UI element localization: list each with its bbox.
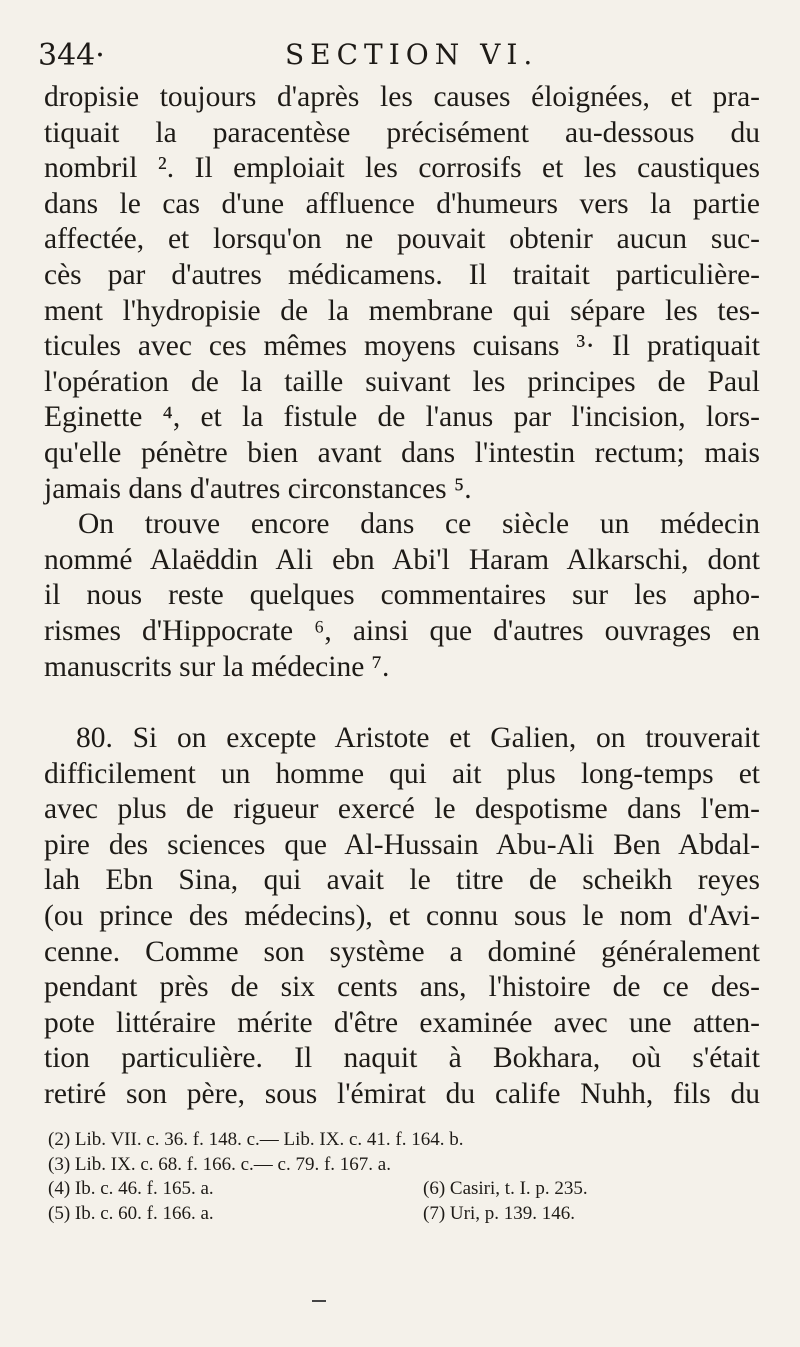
- text-line: manuscrits sur la médecine ⁷.: [44, 650, 390, 683]
- text-line: cenne. Comme son système a dominé généralement: [44, 935, 760, 968]
- paragraph-3: [44, 721, 760, 1113]
- text-line: affectée, et lorsqu'on ne pouvait obtenir aucun suc-: [44, 223, 760, 256]
- text-line: l'opération de la taille suivant les principes de Paul: [44, 365, 760, 398]
- footnotes: [48, 1128, 748, 1226]
- text-line: (ou prince des médecins), et connu sous le nom d'Avi-: [44, 900, 760, 933]
- paragraph-2: [44, 507, 760, 543]
- text-line: 80. Si on excepte Aristote et Galien, on trouverait: [76, 722, 760, 755]
- text-line: cès par d'autres médicamens. Il traitait particulière-: [44, 258, 760, 291]
- text-line: pire des sciences que Al-Hussain Abu-Ali Ben Abdal-: [44, 828, 760, 861]
- body-text: [44, 80, 760, 1113]
- text-line: dans le cas d'une affluence d'humeurs vers la partie: [44, 187, 760, 220]
- footnote: (6) Casiri, t. I. p. 235.: [423, 1178, 588, 1199]
- footnote: (3) Lib. IX. c. 68. f. 166. c.— c. 79. f. 167. a.: [48, 1153, 391, 1175]
- page-end-mark: [312, 1300, 326, 1302]
- footnote: (4) Ib. c. 46. f. 165. a.: [48, 1178, 214, 1199]
- paragraph-2-body: [44, 543, 760, 685]
- text-line: pote littéraire mérite d'être examinée avec une atten-: [44, 1006, 760, 1039]
- text-line: difficilement un homme qui ait plus long-temps et: [44, 757, 760, 790]
- text-line: On trouve encore dans ce siècle un médecin: [78, 508, 760, 541]
- text-line: ticules avec ces mêmes moyens cuisans ³· Il pratiquait: [44, 330, 760, 363]
- text-line: tion particulière. Il naquit à Bokhara, où s'était: [44, 1042, 760, 1075]
- text-line: jamais dans d'autres circonstances ⁵.: [44, 472, 472, 505]
- text-line: pendant près de six cents ans, l'histoire de ce des-: [44, 971, 760, 1004]
- text-line: nombril ². Il emploiait les corrosifs et les caustiques: [44, 152, 760, 185]
- text-line: il nous reste quelques commentaires sur les apho-: [44, 579, 760, 612]
- page-number: 344·: [38, 38, 105, 73]
- footnote: (5) Ib. c. 60. f. 166. a.: [48, 1202, 214, 1224]
- text-line: nommé Alaëddin Ali ebn Abi'l Haram Alkarschi, dont: [44, 543, 760, 576]
- running-title: SECTION VI.: [285, 38, 539, 71]
- text-line: tiquait la paracentèse précisément au-dessous du: [44, 116, 760, 149]
- footnote: (2) Lib. VII. c. 36. f. 148. c.— Lib. IX. c. 41. f. 164. b.: [48, 1129, 464, 1150]
- footnote: (7) Uri, p. 139. 146.: [423, 1202, 575, 1224]
- text-line: dropisie toujours d'après les causes éloignées, et pra-: [44, 81, 760, 113]
- text-line: Eginette ⁴, et la fistule de l'anus par l'incision, lors-: [44, 401, 760, 434]
- text-line: lah Ebn Sina, qui avait le titre de scheikh reyes: [44, 864, 760, 897]
- text-line: rismes d'Hippocrate ⁶, ainsi que d'autres ouvrages en: [44, 614, 760, 647]
- text-line: qu'elle pénètre bien avant dans l'intestin rectum; mais: [44, 436, 760, 469]
- text-line: ment l'hydropisie de la membrane qui sépare les tes-: [44, 294, 760, 327]
- paragraph-1: [44, 80, 760, 507]
- text-line: avec plus de rigueur exercé le despotisme dans l'em-: [44, 793, 760, 826]
- text-line: retiré son père, sous l'émirat du calife Nuhh, fils du: [44, 1078, 760, 1111]
